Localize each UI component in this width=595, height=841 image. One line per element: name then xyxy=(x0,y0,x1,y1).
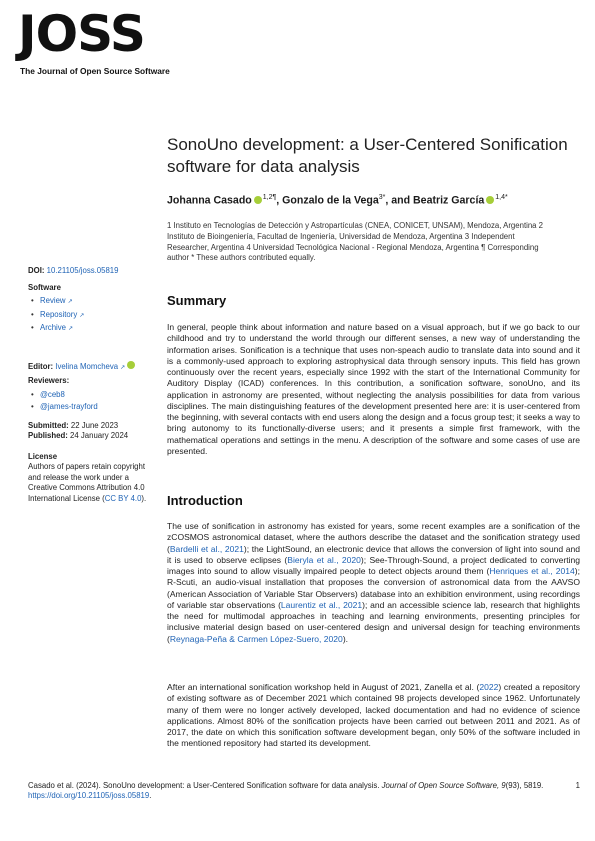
license-link[interactable]: CC BY 4.0 xyxy=(104,493,142,503)
submitted-label: Submitted: xyxy=(28,421,69,430)
license-text: Authors of papers retain copyright and release the work under a Creative Commons Attribution 4.0 International License (CC BY 4.0). xyxy=(28,462,147,503)
submitted-date: 22 June 2023 xyxy=(70,421,119,430)
external-link-icon: ↗ xyxy=(120,365,126,371)
introduction-heading: Introduction xyxy=(167,493,243,508)
joss-logo xyxy=(18,5,178,76)
reviewer-link[interactable]: @ceb8 xyxy=(40,389,65,399)
archive-link[interactable]: Archive xyxy=(40,323,66,333)
doi-link[interactable]: 10.21105/joss.05819 xyxy=(46,266,119,275)
external-link-icon: ↗ xyxy=(79,312,85,319)
external-link-icon: ↗ xyxy=(67,299,73,306)
editor-label: Editor: xyxy=(28,362,54,371)
published-date: 24 January 2024 xyxy=(70,431,129,441)
citation-link[interactable]: Laurentiz et al., 2021 xyxy=(280,599,363,610)
page-footer: Casado et al. (2024). SonoUno development: a User-Centered Sonification software for data analysis. Journal of Open Source Software, 9(93), 5819. https://doi.org/10.21105/joss.05819. 1 xyxy=(28,781,580,801)
paragraph-text: ); and an accessible science lab, research that highlights the need for multimodal approaches in teaching and learning environments, presenting principles for inclusive material design based on user-centered design and universal design for teaching environments ( xyxy=(167,599,580,644)
affiliations: 1 Instituto en Tecnologías de Detección y Astropartículas (CNEA, CONICET, UNSAM), Mendoza, Argentina 2 Instituto de Bioingeniería, Facultad de Ingeniería, Universidad de Mendoza, Argentina 3 Independent Researcher, Argentina 4 Universidad Tecnológica Nacional - Regional Mendoza, Argentina ¶ Corresponding author * These authors contributed equally. xyxy=(167,221,544,263)
introduction-paragraph-1 xyxy=(167,521,580,645)
author-list: Johanna Casado $^{1,2\P}$, Gonzalo de la Vega$^{3*}$, and Beatriz García $^{1,4*}$ xyxy=(167,194,508,207)
page-number: 1 xyxy=(575,781,580,790)
citation-text: Casado et al. (2024). SonoUno development: a User-Centered Sonification software for data analysis. xyxy=(28,781,382,790)
logo-subtitle: The Journal of Open Source Software xyxy=(20,66,170,76)
software-heading: Software xyxy=(28,283,61,292)
author-affil: 1,4* xyxy=(495,194,508,201)
paragraph-text: The use of sonification in astronomy has existed for years, some recent examples are a sonification of the zCOSMOS astronomical dataset, where the authors describe the dataset and the sonification strategy used ( xyxy=(167,521,580,554)
paper-title: SonoUno development: a User-Centered Sonification software for data analysis xyxy=(167,135,568,176)
paragraph-text: ); See-Through-Sound, a project dedicated to converting images into sound to allow visually impaired people to detect objects around them ( xyxy=(167,554,580,576)
author-separator: , and xyxy=(385,194,414,207)
footer-doi-link[interactable]: https://doi.org/10.21105/joss.05819 xyxy=(28,791,150,801)
review-link[interactable]: Review xyxy=(40,296,66,306)
editor-link[interactable]: Ivelina Momcheva xyxy=(55,362,119,371)
summary-paragraph: In general, people think about information and nature based on a visual approach, but if we go back to our childhood and try to understand the world through our different senses, a new way of understanding the information arises. Sonification is a technique that uses non-speach audio to translate data into sound and it is a commonly-used approach to exploring astrophysical data through sensory inputs. This field has grown continuously over the recent years, especially since 1992 with the start of the International Community for Auditory Display (ICAD) conferences. In this contribution, a sonification software, sonoUno, and its application in astronomy are presented, without neglecting the analysis possibilities for data from various disciplines. The main distinguishing features of the development presented here are: it is user-centered from the beginning, with several contacts with end users along the design and a focus group test; it seeks a way to bring autonomy to its functionally-diverse users; and it presents a simple first framework, with the mathematical operations and settings in the menu. A description of the software and some cases of use are presented. xyxy=(167,322,580,456)
doi-label: DOI: xyxy=(28,266,45,275)
software-links xyxy=(28,296,160,334)
author-name[interactable]: Gonzalo de la Vega xyxy=(282,194,379,207)
orcid-icon[interactable] xyxy=(486,196,494,204)
author-affil: 1,2¶ xyxy=(262,194,277,201)
reviewer-link[interactable]: @james-trayford xyxy=(40,402,98,412)
paragraph-text: After an international sonification workshop held in August of 2021, Zanella et al. ( xyxy=(167,682,480,692)
paragraph-text: ); R-Scuti, an audio-visual installation that proposes the conversion of astronomical data from the AAVSO (American Association of Variable Star Observers) database into an exhibition environment, using recordings of variable star observations ( xyxy=(167,566,581,610)
author-name[interactable]: Johanna Casado xyxy=(167,194,252,207)
published-label: Published: xyxy=(28,431,68,441)
citation-issue: (93), 5819. xyxy=(505,781,544,790)
orcid-icon[interactable] xyxy=(254,196,262,204)
paragraph-text: ); the LightSound, an electronic device that allows the conversion of light into sound and it is used to observe eclipses ( xyxy=(167,543,580,565)
paragraph-text: ) created a repository of existing software as of December 2021 which contained 98 projects developed since 1962. Unfortunately many of them were no longer actively developed, lacked documentation and had no evidence of science applications. Almost 80% of the sonification projects have been carried out between 2011 and 2021. As of 2017, the date on which this sonification software development began, only 50% of the software included in the mentioned repository had started its development. xyxy=(167,682,581,749)
citation-link[interactable]: Bieryla et al., 2020 xyxy=(287,554,361,565)
license-heading: License xyxy=(28,452,58,461)
citation-link[interactable]: 2022 xyxy=(479,682,499,692)
journal-name: Journal of Open Source Software, 9 xyxy=(381,781,506,790)
orcid-icon[interactable] xyxy=(127,361,135,369)
logo-wordmark: JOSS xyxy=(18,5,145,63)
citation-link[interactable]: Henriques et al., 2014 xyxy=(489,566,575,576)
summary-heading: Summary xyxy=(167,293,227,308)
introduction-paragraph-2 xyxy=(167,682,580,750)
reviewers-heading: Reviewers: xyxy=(28,376,70,386)
author-affil: 3* xyxy=(378,194,386,201)
external-link-icon: ↗ xyxy=(68,326,74,333)
author-name[interactable]: Beatriz García xyxy=(413,194,485,207)
citation-link[interactable]: Bardelli et al., 2021 xyxy=(169,543,244,554)
repository-link[interactable]: Repository xyxy=(40,309,78,319)
reviewer-list xyxy=(28,390,160,413)
paragraph-text: ). xyxy=(342,633,349,644)
citation-link[interactable]: Reynaga-Peña & Carmen López-Suero, 2020 xyxy=(169,633,343,644)
